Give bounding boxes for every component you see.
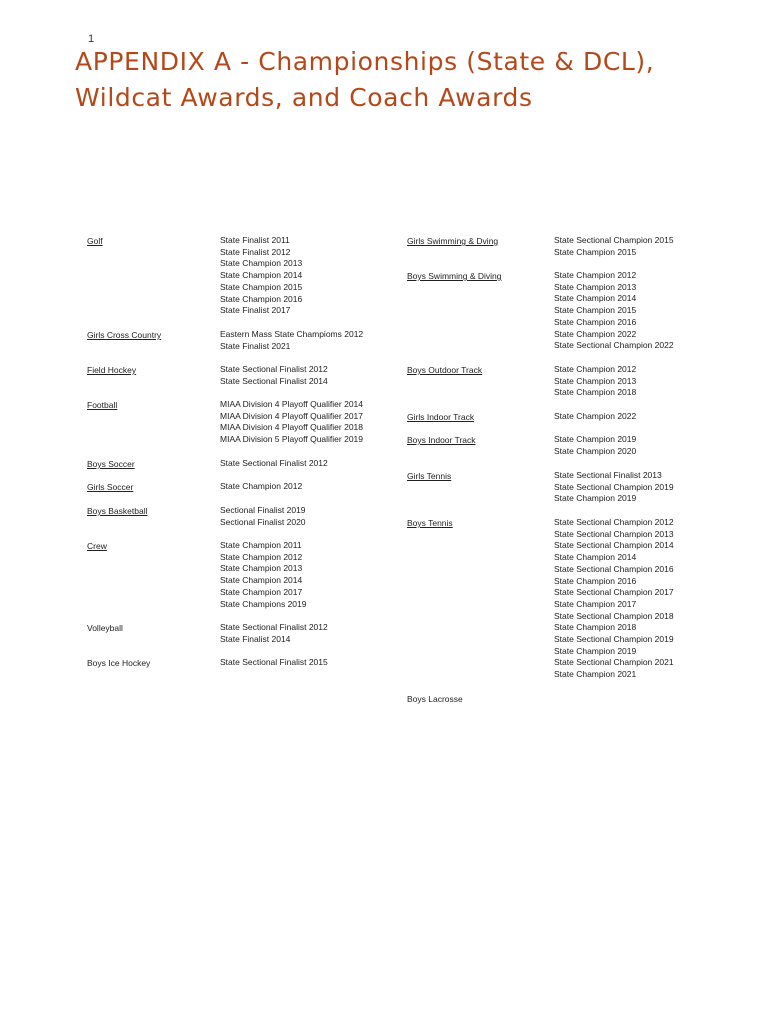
results-list <box>220 481 302 493</box>
result-item: State Champion 2021 <box>554 669 637 680</box>
result-item: State Sectional Finalist 2012 <box>220 458 328 468</box>
result-item: State Sectional Finalist 2012 <box>220 364 328 374</box>
result-item: MIAA Division 4 Playoff Qualifier 2017 <box>220 410 363 421</box>
result-item: State Sectional Champion 2018 <box>554 610 674 621</box>
result-item: State Champion 2016 <box>554 316 637 327</box>
sport-name: Girls Cross Country <box>87 330 162 340</box>
result-item: MIAA Division 4 Playoff Qualifier 2014 <box>220 399 363 409</box>
result-item: State Champion 2013 <box>220 563 303 574</box>
results-list <box>220 505 306 528</box>
sport-name: Girls Swimming & Dving <box>407 236 499 246</box>
results-list <box>220 235 302 317</box>
result-item: State Sectional Champion 2019 <box>554 634 674 645</box>
result-item: State Champion 2018 <box>554 387 637 398</box>
result-item: State Champion 2020 <box>554 445 637 456</box>
results-list <box>220 364 328 387</box>
result-item: Eastern Mass State Champioms 2012 <box>220 329 364 339</box>
result-item: State Sectional Champion 2014 <box>554 540 674 551</box>
sport-name: Golf <box>87 236 103 246</box>
result-item: State Finalist 2011 <box>220 235 290 245</box>
result-item: State Champion 2014 <box>220 575 303 586</box>
sport-name: Boys Indoor Track <box>407 435 476 445</box>
result-item: State Finalist 2021 <box>220 340 291 351</box>
result-item: State Champion 2012 <box>220 551 303 562</box>
results-list <box>554 364 636 399</box>
sport-name: Volleyball <box>87 623 123 633</box>
result-item: State Champion 2019 <box>554 493 637 504</box>
results-list <box>554 411 636 423</box>
result-item: MIAA Division 5 Playoff Qualifier 2019 <box>220 434 363 445</box>
result-item: State Sectional Champion 2015 <box>554 235 674 245</box>
sport-name: Field Hockey <box>87 365 137 375</box>
result-item: State Champion 2015 <box>554 246 637 257</box>
result-item: State Champion 2016 <box>220 293 303 304</box>
result-item: Sectional Finalist 2019 <box>220 505 306 515</box>
results-list <box>554 235 674 258</box>
result-item: State Champion 2012 <box>554 364 637 374</box>
result-item: State Champion 2018 <box>554 622 637 633</box>
result-item: State Champion 2016 <box>554 575 637 586</box>
sport-name: Boys Tennis <box>407 518 453 528</box>
results-list <box>554 517 674 681</box>
result-item: State Sectional Champion 2022 <box>554 340 674 351</box>
page-title: APPENDIX A - Championships (State & DCL), Wildcat Awards, and Coach Awards <box>75 47 655 112</box>
sport-name: Girls Indoor Track <box>407 412 475 422</box>
result-item: State Champion 2015 <box>220 281 303 292</box>
results-list <box>220 399 363 446</box>
result-item: State Champion 2012 <box>220 481 303 491</box>
result-item: State Champion 2013 <box>554 375 637 386</box>
result-item: State Sectional Champion 2019 <box>554 481 674 492</box>
result-item: State Champion 2022 <box>554 328 637 339</box>
results-list <box>554 270 674 352</box>
result-item: State Champion 2014 <box>554 552 637 563</box>
result-item: State Sectional Finalist 2014 <box>220 375 328 386</box>
sport-name: Boys Lacrosse <box>407 694 463 704</box>
result-item: State Finalist 2017 <box>220 305 291 316</box>
result-item: State Sectional Champion 2017 <box>554 587 674 598</box>
sport-name: Girls Tennis <box>407 471 452 481</box>
sport-name: Boys Basketball <box>87 506 148 516</box>
result-item: State Champion 2019 <box>554 434 637 444</box>
sport-name: Boys Ice Hockey <box>87 658 151 668</box>
result-item: State Champion 2017 <box>554 598 637 609</box>
result-item: State Finalist 2014 <box>220 633 291 644</box>
results-list <box>554 434 636 457</box>
result-item: State Champion 2014 <box>220 270 303 281</box>
result-item: State Champion 2015 <box>554 305 637 316</box>
result-item: State Champion 2013 <box>554 281 637 292</box>
sport-name: Boys Swimming & Diving <box>407 271 502 281</box>
result-item: MIAA Division 4 Playoff Qualifier 2018 <box>220 422 363 433</box>
page-number: 1 <box>88 33 95 45</box>
results-list <box>220 329 363 352</box>
result-item: State Sectional Finalist 2012 <box>220 622 328 632</box>
results-list <box>220 622 328 645</box>
result-item: State Champion 2019 <box>554 645 637 656</box>
result-item: State Champion 2017 <box>220 586 303 597</box>
sport-name: Football <box>87 400 118 410</box>
result-item: State Champion 2013 <box>220 258 303 269</box>
result-item: State Champions 2019 <box>220 598 307 609</box>
results-list <box>220 540 306 610</box>
result-item: State Sectional Champion 2012 <box>554 517 674 527</box>
result-item: State Sectional Finalist 2013 <box>554 470 662 480</box>
result-item: State Sectional Champion 2013 <box>554 528 674 539</box>
result-item: State Champion 2012 <box>554 270 637 280</box>
result-item: State Sectional Champion 2016 <box>554 563 674 574</box>
sport-name: Crew <box>87 541 107 551</box>
result-item: State Champion 2011 <box>220 540 302 550</box>
result-item: State Sectional Champion 2021 <box>554 657 674 668</box>
result-item: State Champion 2022 <box>554 411 637 421</box>
sport-name: Boys Soccer <box>87 459 135 469</box>
sport-name: Girls Soccer <box>87 482 134 492</box>
results-list <box>554 470 674 505</box>
result-item: State Finalist 2012 <box>220 246 291 257</box>
results-list <box>220 657 328 669</box>
results-list <box>220 458 328 470</box>
result-item: Sectional Finalist 2020 <box>220 516 306 527</box>
sport-name: Boys Outdoor Track <box>407 365 483 375</box>
result-item: State Sectional Finalist 2015 <box>220 657 328 667</box>
result-item: State Champion 2014 <box>554 293 637 304</box>
